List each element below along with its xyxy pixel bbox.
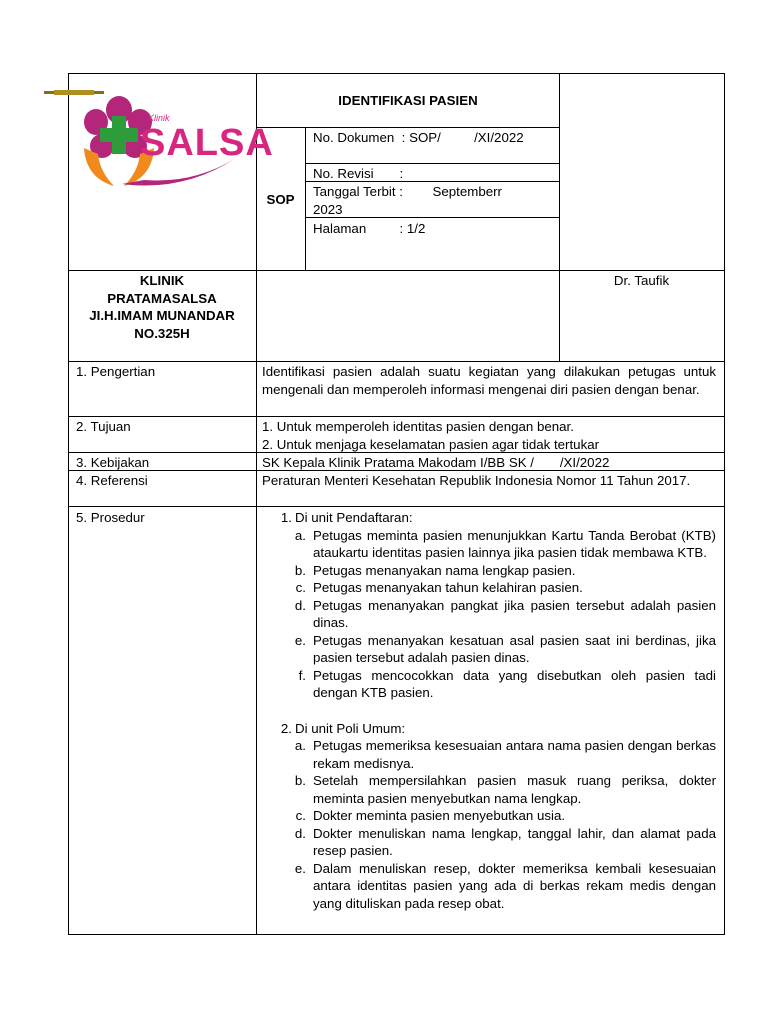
clinic-address-line: KLINIK xyxy=(139,273,185,288)
referensi-text: Peraturan Menteri Kesehatan Republik Indonesia Nomor 11 Tahun 2017. xyxy=(262,473,691,488)
document-number: No. Dokumen : SOP/ /XI/2022 xyxy=(313,130,524,145)
kebijakan-text: SK Kepala Klinik Pratama Makodam I/BB SK / /XI/2022 xyxy=(262,455,610,470)
column-divider xyxy=(559,73,560,362)
procedure-step xyxy=(279,632,716,667)
logo-small-text: Klinik xyxy=(148,113,170,123)
publish-date-year: 2023 xyxy=(313,201,343,217)
step-text: Petugas memeriksa kesesuaian antara nama pasien dengan berkas rekam medisnya. xyxy=(313,738,716,771)
logo-brand-text: SALSA xyxy=(140,122,274,164)
clinic-address xyxy=(68,272,256,342)
procedure-section xyxy=(262,509,716,527)
section-marker: 1. xyxy=(280,510,292,525)
info-divider xyxy=(305,163,559,164)
step-text: Petugas mencocokkan data yang disebutkan oleh pasien tadi dengan KTB pasien. xyxy=(313,667,716,700)
tujuan-item: 1. Untuk memperoleh identitas pasien dengan benar. xyxy=(262,419,574,434)
step-marker: a. xyxy=(294,738,306,753)
clinic-address-line: JI.H.IMAM MUNANDAR xyxy=(89,308,235,323)
procedure-section xyxy=(262,720,716,738)
procedure-step xyxy=(279,825,716,860)
row-label-referensi: 4. Referensi xyxy=(76,473,148,488)
step-marker: a. xyxy=(294,527,306,543)
step-text: Petugas menanyakan tahun kelahiran pasien. xyxy=(313,580,583,595)
row-divider xyxy=(68,416,725,417)
procedure-step xyxy=(279,579,716,597)
table-border-bottom xyxy=(68,934,725,935)
step-marker: c. xyxy=(295,580,306,595)
step-marker: e. xyxy=(294,632,306,648)
procedure-step xyxy=(279,527,716,562)
signer-name: Dr. Taufik xyxy=(613,273,670,288)
step-marker: b. xyxy=(294,773,306,788)
procedure-step xyxy=(279,860,716,913)
step-text: Petugas menanyakan kesatuan asal pasien saat ini berdinas, jika pasien tersebut adalah pasien dinas. xyxy=(313,632,716,665)
clinic-logo xyxy=(44,88,274,198)
step-text: Petugas menanyakan nama lengkap pasien. xyxy=(313,562,576,578)
section-title: Di unit Poli Umum: xyxy=(295,720,406,736)
procedure-step xyxy=(279,562,716,580)
row-label-prosedur: 5. Prosedur xyxy=(76,510,145,525)
row-label-pengertian: 1. Pengertian xyxy=(76,364,156,379)
procedure-list xyxy=(262,737,716,912)
procedure-step xyxy=(279,807,716,825)
title-divider xyxy=(256,127,559,128)
step-text: Setelah mempersilahkan pasien masuk ruang periksa, dokter meminta pasien menyebutkan nama lengkap. xyxy=(313,773,716,806)
row-divider xyxy=(68,361,725,362)
procedure-step xyxy=(279,772,716,807)
document-title: IDENTIFIKASI PASIEN xyxy=(338,93,478,108)
step-marker: f. xyxy=(298,667,306,683)
table-border-right xyxy=(724,73,725,935)
step-text: Petugas menanyakan pangkat jika pasien tersebut adalah pasien dinas. xyxy=(313,597,716,630)
pengertian-text: Identifikasi pasien adalah suatu kegiatan yang dilakukan petugas untuk mengenali dan memperoleh informasi mengenai diri pasien dengan benar. xyxy=(262,364,716,397)
step-text: Dalam menuliskan resep, dokter memeriksa kembali kesesuaian antara identitas pasien yang ada di berkas rekam medis dengan yang dituliskan pada resep obat. xyxy=(313,860,716,911)
step-marker: b. xyxy=(294,562,306,578)
column-divider xyxy=(305,127,306,271)
step-text: Dokter menuliskan nama lengkap, tanggal lahir, dan alamat pada resep pasien. xyxy=(313,825,716,858)
prosedur-content xyxy=(262,509,716,912)
table-border-top xyxy=(68,73,725,74)
tujuan-text xyxy=(262,418,716,453)
procedure-step xyxy=(279,737,716,772)
procedure-step xyxy=(279,667,716,702)
spacer xyxy=(262,702,716,720)
tujuan-item: 2. Untuk menjaga keselamatan pasien agar tidak tertukar xyxy=(262,436,600,452)
row-label-tujuan: 2. Tujuan xyxy=(76,419,131,434)
clinic-address-line: PRATAMASALSA xyxy=(107,290,217,306)
table-border-left xyxy=(68,73,69,935)
step-marker: c. xyxy=(295,808,306,823)
page-number: Halaman : 1/2 xyxy=(313,221,426,236)
section-marker: 2. xyxy=(280,720,292,736)
step-text: Petugas meminta pasien menunjukkan Kartu Tanda Berobat (KTB) ataukartu identitas pasien lainnya jika pasien tidak membawa KTB. xyxy=(313,527,716,560)
step-marker: e. xyxy=(294,860,306,876)
revision-number: No. Revisi : xyxy=(313,166,404,181)
procedure-list xyxy=(262,527,716,702)
sop-label: SOP xyxy=(266,192,295,207)
procedure-step xyxy=(279,597,716,632)
section-title: Di unit Pendaftaran: xyxy=(295,510,413,525)
header-divider xyxy=(68,270,725,271)
clinic-address-line: NO.325H xyxy=(134,325,190,341)
row-label-kebijakan: 3. Kebijakan xyxy=(76,455,150,470)
publish-date-line: Tanggal Terbit : Septemberr xyxy=(313,184,502,199)
row-divider xyxy=(68,506,725,507)
publish-date xyxy=(313,183,502,218)
step-marker: d. xyxy=(294,825,306,841)
step-text: Dokter meminta pasien menyebutkan usia. xyxy=(313,808,566,823)
step-marker: d. xyxy=(294,597,306,613)
